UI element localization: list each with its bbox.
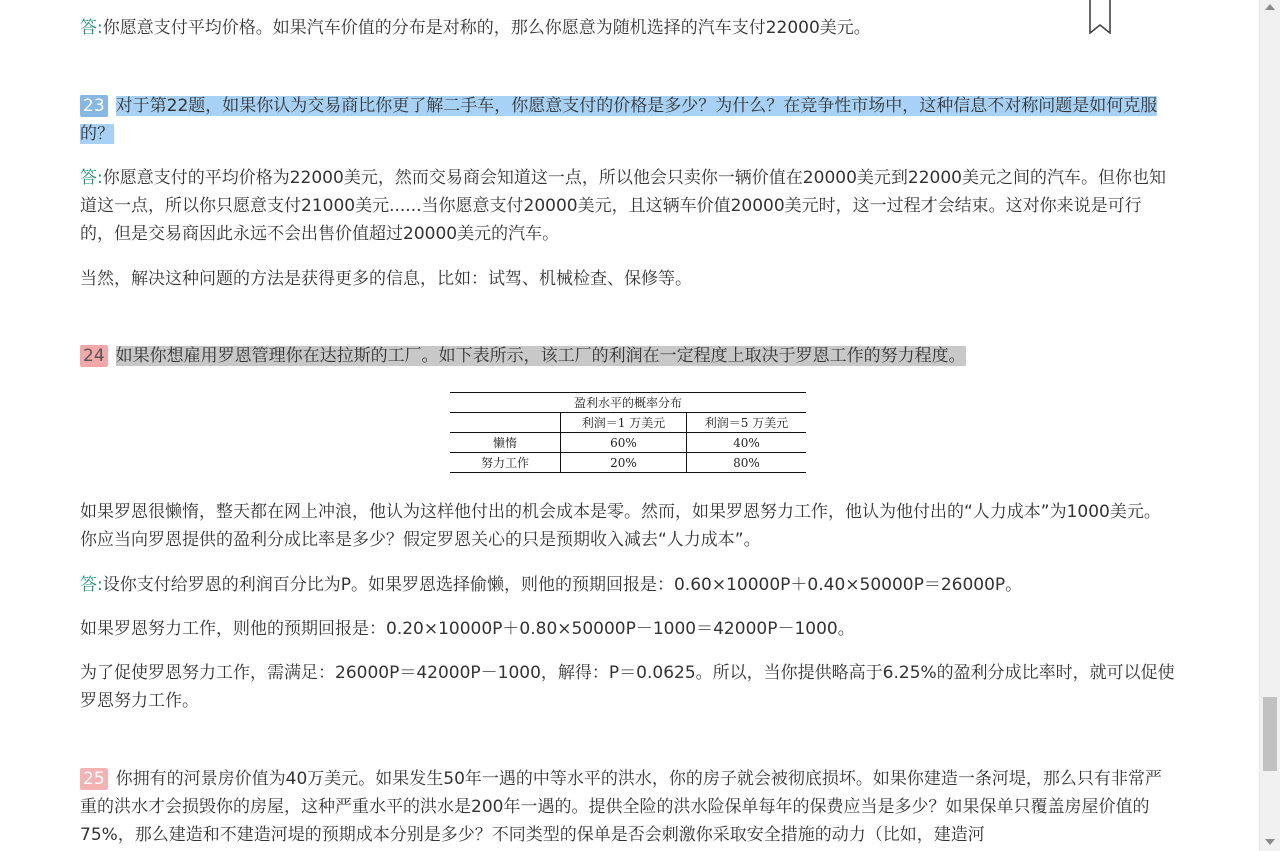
body-paragraph: 当然，解决这种问题的方法是获得更多的信息，比如：试驾、机械检查、保修等。 [80, 269, 692, 289]
answer-label: 答 [80, 575, 97, 595]
table-cell: 20% [561, 453, 687, 473]
table-cell: 60% [561, 433, 687, 453]
arrow-down-icon[interactable] [1265, 839, 1275, 845]
question-number-badge: 25 [80, 768, 108, 790]
table-cell: 40% [687, 433, 807, 453]
body-paragraph: 为了促使罗恩努力工作，需满足：26000P＝42000P－1000，解得：P＝0.0625。所以，当你提供略高于6.25%的盈利分成比率时，就可以促使罗恩努力工作。 [80, 663, 1175, 711]
bookmark-icon[interactable] [1089, 0, 1111, 34]
scrollbar-thumb[interactable] [1263, 697, 1277, 771]
answer-label: 答 [80, 18, 97, 38]
question-text[interactable]: 你拥有的河景房价值为40万美元。如果发生50年一遇的中等水平的洪水，你的房子就会被彻底损坏。如果你建造一条河堤，那么只有非常严重的洪水才会损毁你的房屋，这种严重水平的洪水是200年一遇的。提供全险的洪水险保单每年的保费应当是多少？如果保单只覆盖房屋价值的75%，那么建造和不建造河堤的预期成本分别是多少？不同类型的保单是否会刺激你采取安全措施的动力（比如，建造河 [80, 769, 1162, 845]
answer-paragraph [80, 14, 871, 42]
table-cell: 努力工作 [450, 453, 561, 473]
table-header-cell: 利润＝1 万美元 [561, 413, 687, 433]
question-23[interactable] [80, 92, 1175, 148]
question-text[interactable]: 如果你想雇用罗恩管理你在达拉斯的工厂。如下表所示，该工厂的利润在一定程度上取决于罗恩工作的努力程度。 [115, 346, 966, 366]
answer-colon: : [97, 18, 103, 38]
answer-text: 你愿意支付的平均价格为22000美元，然而交易商会知道这一点，所以他会只卖你一辆价值在20000美元到22000美元之间的汽车。但你也知道这一点，所以你只愿意支付21000美元......当你愿意支付20000美元，且这辆车价值20000美元时，这一过程才会结束。这对你来说是可行的，但是交易商因此永远不会出售价值超过20000美元的汽车。 [80, 168, 1166, 244]
question-number-badge: 24 [80, 345, 108, 367]
answer-text: 设你支付给罗恩的利润百分比为P。如果罗恩选择偷懒，则他的预期回报是：0.60×10000P＋0.40×50000P＝26000P。 [102, 575, 1023, 595]
answer-paragraph [80, 571, 1022, 599]
question-24[interactable] [80, 342, 966, 370]
table-row [450, 433, 806, 453]
table-cell: 懒惰 [450, 433, 561, 453]
question-25[interactable] [80, 765, 1175, 849]
question-text[interactable]: 对于第22题，如果你认为交易商比你更了解二手车，你愿意支付的价格是多少？为什么？在竞争性市场中，这种信息不对称问题是如何克服的？ [80, 96, 1158, 144]
table-header-cell [450, 413, 561, 433]
answer-colon: : [97, 168, 103, 188]
answer-colon: : [97, 575, 103, 595]
table-header-row [450, 413, 806, 433]
question-number-badge: 23 [80, 95, 108, 117]
probability-table [450, 392, 806, 473]
vertical-scrollbar[interactable] [1259, 0, 1280, 851]
table-header-cell: 利润＝5 万美元 [687, 413, 807, 433]
table-caption: 盈利水平的概率分布 [450, 393, 806, 413]
table-row [450, 453, 806, 473]
body-paragraph: 如果罗恩很懒惰，整天都在网上冲浪，他认为这样他付出的机会成本是零。然而，如果罗恩努力工作，他认为他付出的“人力成本”为1000美元。你应当向罗恩提供的盈利分成比率是多少？假定罗恩关心的只是预期收入减去“人力成本”。 [80, 502, 1161, 550]
table-cell: 80% [687, 453, 807, 473]
answer-paragraph [80, 164, 1175, 248]
body-paragraph: 如果罗恩努力工作，则他的预期回报是：0.20×10000P＋0.80×50000P－1000＝42000P－1000。 [80, 619, 855, 639]
answer-text: 你愿意支付平均价格。如果汽车价值的分布是对称的，那么你愿意为随机选择的汽车支付22000美元。 [102, 18, 871, 38]
arrow-up-icon[interactable] [1265, 4, 1275, 10]
answer-label: 答 [80, 168, 97, 188]
